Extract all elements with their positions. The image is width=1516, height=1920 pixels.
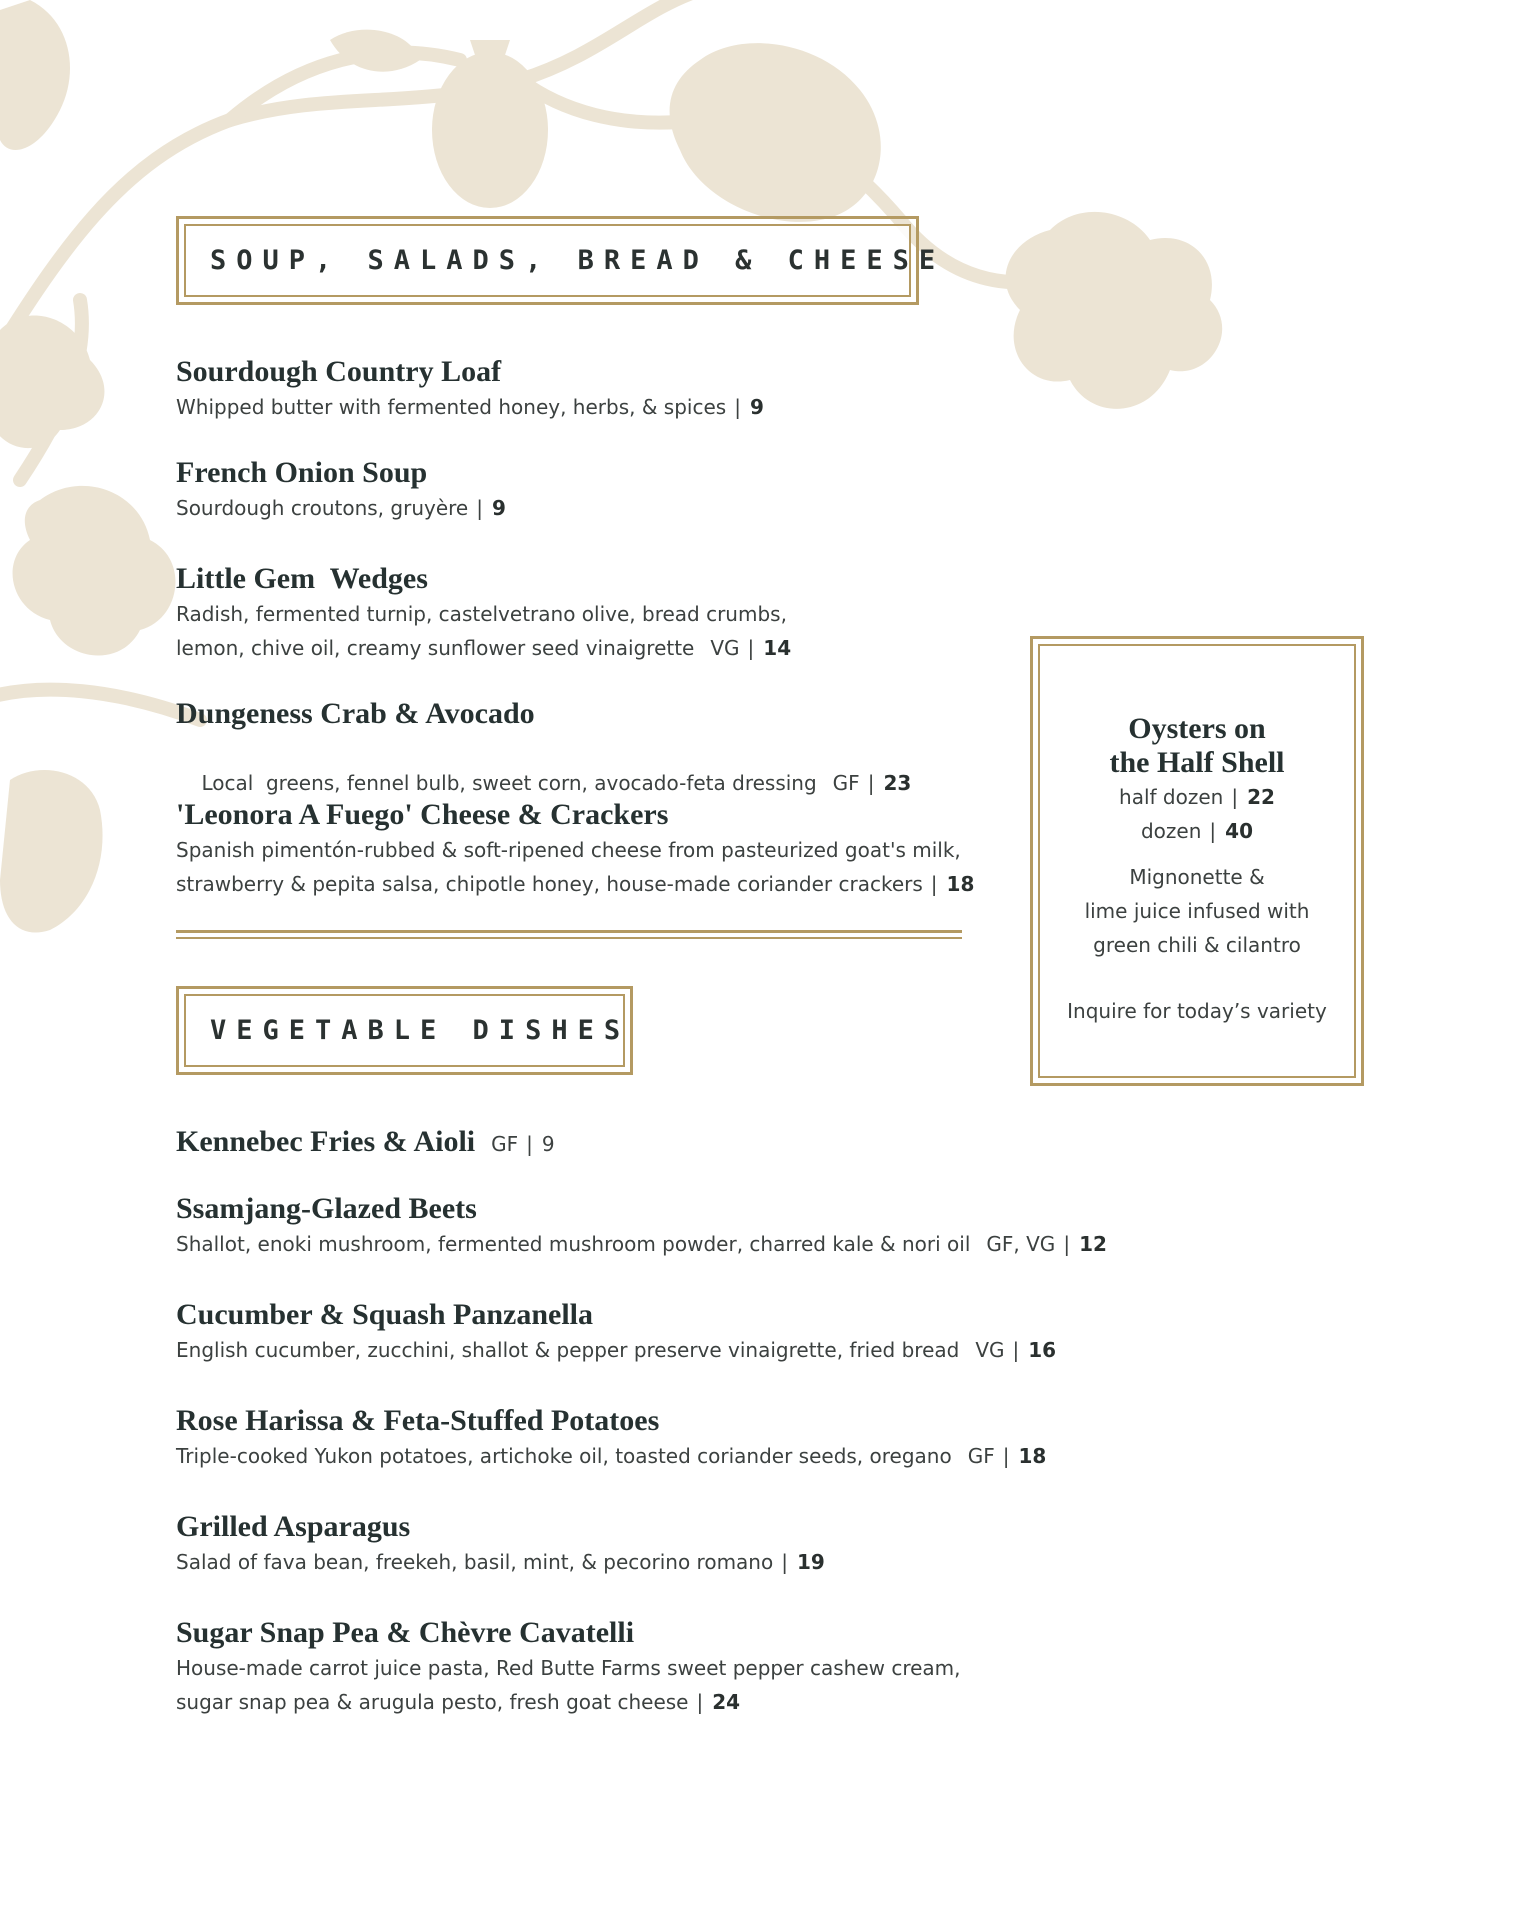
oysters-title-line1: Oysters on: [1128, 712, 1266, 745]
item-name: Cucumber & Squash Panzanella: [176, 1298, 594, 1331]
item-description: Local greens, fennel bulb, sweet corn, avocado-feta dressing: [201, 771, 817, 795]
dietary-tag: GF: [491, 1132, 519, 1156]
oysters-title-line2: the Half Shell: [1109, 746, 1285, 779]
item-description: Sourdough croutons, gruyère: [176, 496, 469, 520]
item-price: 9: [541, 1132, 555, 1156]
menu-item-kennebec-fries: [176, 1124, 555, 1162]
separator: |: [526, 1132, 533, 1156]
item-price: 14: [763, 636, 792, 660]
separator: |: [867, 771, 875, 795]
menu-item-cucumber-panzanella: [176, 1297, 1056, 1367]
dietary-tag: GF: [832, 771, 860, 795]
item-name: 'Leonora A Fuego' Cheese & Crackers: [176, 798, 669, 831]
half-dozen-price: 22: [1247, 785, 1275, 809]
item-description: Whipped butter with fermented honey, herbs, & spices: [176, 395, 727, 419]
item-price: 23: [883, 771, 912, 795]
item-description: Shallot, enoki mushroom, fermented mushroom powder, charred kale & nori oil: [176, 1232, 971, 1256]
half-dozen-label: half dozen: [1119, 785, 1224, 809]
oysters-feature-box: [1030, 636, 1364, 1086]
section-header-vegetable: [176, 986, 633, 1075]
item-name: Little Gem Wedges: [176, 562, 428, 595]
section-header-soup: [176, 216, 946, 305]
menu-item-sourdough-loaf: [176, 354, 764, 424]
item-name: Ssamjang-Glazed Beets: [176, 1192, 477, 1225]
item-price: 16: [1028, 1338, 1057, 1362]
section-title-soup: SOUP, SALADS, BREAD & CHEESE: [210, 245, 946, 276]
menu-item-ssamjang-beets: [176, 1191, 1107, 1261]
separator: |: [930, 872, 938, 896]
item-name: Rose Harissa & Feta-Stuffed Potatoes: [176, 1404, 660, 1437]
dozen-label: dozen: [1140, 819, 1202, 843]
separator: |: [476, 496, 483, 520]
item-description: strawberry & pepita salsa, chipotle honey, house-made coriander crackers: [176, 872, 923, 896]
item-name: Kennebec Fries & Aioli: [176, 1125, 476, 1158]
oysters-mignonette-line2: lime juice infused with: [1084, 899, 1310, 923]
oysters-inquire-note: Inquire for today’s variety: [1067, 999, 1327, 1023]
item-description: English cucumber, zucchini, shallot & pepper preserve vinaigrette, fried bread: [176, 1338, 960, 1362]
item-price: 9: [749, 395, 764, 419]
item-price: 18: [946, 872, 975, 896]
oysters-half-dozen: [1040, 780, 1354, 814]
separator: |: [734, 395, 741, 419]
item-description: sugar snap pea & arugula pesto, fresh goat cheese: [176, 1690, 689, 1714]
item-description-line1: Radish, fermented turnip, castelvetrano olive, bread crumbs,: [176, 602, 787, 626]
separator: |: [781, 1550, 788, 1574]
item-description-line1: Spanish pimentón-rubbed & soft-ripened cheese from pasteurized goat's milk,: [176, 838, 961, 862]
separator: |: [1209, 819, 1217, 843]
item-price: 24: [712, 1690, 741, 1714]
item-price: 9: [491, 496, 506, 520]
section-title-vegetable: VEGETABLE DISHES: [210, 1015, 631, 1046]
item-name: Grilled Asparagus: [176, 1510, 411, 1543]
menu-item-cavatelli: [176, 1615, 961, 1719]
oysters-mignonette-line3: green chili & cilantro: [1093, 933, 1301, 957]
separator: |: [1063, 1232, 1071, 1256]
dietary-tag: VG: [975, 1338, 1005, 1362]
menu-item-grilled-asparagus: [176, 1509, 825, 1579]
separator: |: [1231, 785, 1239, 809]
item-name: French Onion Soup: [176, 456, 428, 489]
item-name: Dungeness Crab & Avocado: [176, 697, 535, 730]
separator: |: [1012, 1338, 1020, 1362]
separator: |: [1002, 1444, 1010, 1468]
dozen-price: 40: [1225, 819, 1253, 843]
separator: |: [696, 1690, 704, 1714]
menu-item-little-gem-wedges: [176, 561, 791, 665]
item-description: lemon, chive oil, creamy sunflower seed vinaigrette: [176, 636, 695, 660]
oysters-mignonette-line1: Mignonette &: [1129, 865, 1265, 889]
dietary-tag: VG: [710, 636, 740, 660]
oysters-dozen: [1040, 814, 1354, 848]
item-price: 18: [1018, 1444, 1047, 1468]
item-description: Salad of fava bean, freekeh, basil, mint, & pecorino romano: [176, 1550, 774, 1574]
menu-item-french-onion-soup: [176, 455, 506, 525]
item-description: Triple-cooked Yukon potatoes, artichoke oil, toasted coriander seeds, oregano: [176, 1444, 952, 1468]
item-name: Sourdough Country Loaf: [176, 355, 502, 388]
section-divider: [176, 930, 962, 939]
item-price: 12: [1079, 1232, 1107, 1256]
dietary-tag: GF: [967, 1444, 995, 1468]
menu-item-leonora-cheese: [176, 797, 974, 901]
menu-item-harissa-potatoes: [176, 1403, 1046, 1473]
dietary-tag: GF, VG: [986, 1232, 1056, 1256]
item-price: 19: [796, 1550, 825, 1574]
item-name: Sugar Snap Pea & Chèvre Cavatelli: [176, 1616, 635, 1649]
item-description-line1: House-made carrot juice pasta, Red Butte Farms sweet pepper cashew cream,: [176, 1656, 961, 1680]
separator: |: [747, 636, 755, 660]
